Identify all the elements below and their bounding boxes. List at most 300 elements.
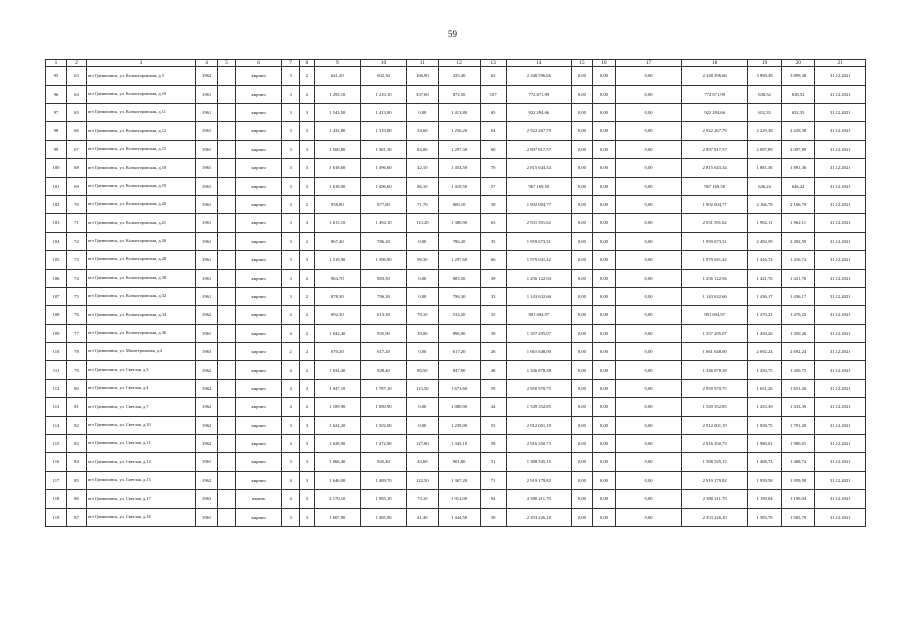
table-cell: 75 [66,287,86,305]
table-row [46,324,866,342]
table-row [46,306,866,324]
table-cell: 0,00 [571,103,592,121]
table-cell: 0,00 [615,361,681,379]
table-cell: 1 346 878,38 [506,361,571,379]
table-row [46,416,866,434]
table-cell: 0,00 [592,379,615,397]
table-cell: 41,40 [407,508,438,526]
table-cell: 59 [480,379,506,397]
table-cell: 73 [66,251,86,269]
table-row [46,177,866,195]
table-cell: кирпич [236,232,282,250]
table-cell: 2 353 226,10 [506,508,571,526]
table-row [46,361,866,379]
table-cell: 0,00 [571,232,592,250]
table-cell: 99 [46,140,67,158]
table-cell: 0,00 [615,214,681,232]
table-row [46,140,866,158]
table-cell: 2 931 591,62 [682,214,748,232]
table-cell: 1 959,58 [748,471,782,489]
table-cell: 1 651,26 [781,379,815,397]
table-cell: 0,00 [615,306,681,324]
table-cell: 97 [46,103,67,121]
table-cell: 2 912 001,19 [506,416,571,434]
table-cell: 3 [300,453,315,471]
table-cell: 2 [300,67,315,85]
column-number-cell: 16 [592,60,615,67]
table-row [46,67,866,85]
table-cell: 1 416,74 [781,251,815,269]
table-cell: 106 [46,269,67,287]
table-cell: 1 293,10 [314,85,360,103]
column-number-cell: 18 [682,60,748,67]
table-cell: кирпич [236,379,282,397]
table-row [46,159,866,177]
table-cell: 2 919 179,82 [506,471,571,489]
table-cell: 1961 [196,85,218,103]
table-cell [218,195,236,213]
table-cell [218,103,236,121]
table-cell: 652,35 [781,103,815,121]
table-cell: 1962 [196,398,218,416]
table-cell: 95 [46,67,67,85]
table-cell: 4 [282,471,300,489]
table-cell: кирпич [236,343,282,361]
table-cell: 1 436,17 [748,287,782,305]
table-cell: 3 [300,177,315,195]
table-cell: 3 [300,508,315,526]
table-cell: 1 297,60 [438,251,480,269]
table-cell: 31.12.2021 [815,177,866,195]
table-cell [218,67,236,85]
table-cell: 1 256 122,94 [506,269,571,287]
table-cell: 3 [282,67,300,85]
table-cell [218,508,236,526]
table-cell: 31.12.2021 [815,195,866,213]
table-cell: 0,00 [615,379,681,397]
table-row [46,471,866,489]
table-cell: 1 367,20 [438,471,480,489]
table-cell: 1 583,70 [748,508,782,526]
table-cell: 0,00 [615,269,681,287]
table-cell: 0,00 [571,122,592,140]
table-cell: 0,00 [407,232,438,250]
table-row [46,398,866,416]
table-cell: 0,00 [571,379,592,397]
table-cell: 84 [66,453,86,471]
table-cell: 1 979 041,42 [682,251,748,269]
address-cell: пгт Гремячинск, ул. Колмогоровская, д.34 [86,306,195,324]
table-cell: 3 [282,453,300,471]
table-cell: 2 [300,343,315,361]
table-cell: 0,00 [592,269,615,287]
table-cell: 102 [46,195,67,213]
column-number-cell: 2 [66,60,86,67]
column-number-cell: 14 [506,60,571,67]
table-cell: 31.12.2021 [815,379,866,397]
table-cell: 3 [282,232,300,250]
table-cell: 0,00 [571,306,592,324]
table-cell: 110 [46,343,67,361]
table-cell: 796,30 [438,287,480,305]
table-cell: 1 980,01 [748,435,782,453]
table-cell: 638,52 [781,85,815,103]
table-cell: 1963 [196,490,218,508]
table-cell: 31.12.2021 [815,416,866,434]
table-cell: 0,00 [571,416,592,434]
table-cell: 2 897 817,57 [682,140,748,158]
table-cell: 2 919 179,82 [682,471,748,489]
table-cell: 0,00 [592,471,615,489]
table-cell: 1 613,10 [314,214,360,232]
table-cell: 70 [66,195,86,213]
table-cell: 3 [300,379,315,397]
table-cell [218,343,236,361]
column-number-cell: 15 [571,60,592,67]
table-cell: 0,00 [615,508,681,526]
table-cell: 3 [300,214,315,232]
table-cell: 48 [480,361,506,379]
table-cell: 1962 [196,416,218,434]
table-cell: 2 [300,398,315,416]
table-cell: 1 938,75 [748,416,782,434]
table-cell: 107 [480,85,506,103]
column-number-cell: 19 [748,60,782,67]
table-cell: 1 450,26 [781,324,815,342]
table-cell: 39 [480,269,506,287]
table-cell: 867,40 [314,232,360,250]
table-cell: кирпич [236,435,282,453]
table-cell: 80 [66,379,86,397]
address-cell: пгт Гремячинск, ул. Колмогоровская, д.32 [86,287,195,305]
table-cell: 0,00 [592,177,615,195]
table-cell [218,416,236,434]
table-cell: 68 [66,159,86,177]
table-cell: 63 [480,67,506,85]
table-cell: 81 [66,398,86,416]
table-row [46,379,866,397]
table-cell: 337,60 [407,85,438,103]
table-cell: 2 [300,287,315,305]
table-cell: 1961 [196,269,218,287]
table-row [46,214,866,232]
table-cell: 3 [300,471,315,489]
table-cell: 94 [480,490,506,508]
table-cell: 43,60 [407,453,438,471]
table-cell: 0,00 [592,195,615,213]
table-cell: 1 661 648,00 [506,343,571,361]
table-cell: кирпич [236,140,282,158]
table-cell: 2 097,89 [781,140,815,158]
table-cell: 0,00 [407,269,438,287]
address-cell: пгт Гремячинск, ул. Светлая, д.13 [86,471,195,489]
table-row [46,232,866,250]
column-number-cell: 17 [615,60,681,67]
table-cell: 63 [66,67,86,85]
table-cell: 2 815 643,34 [682,159,748,177]
table-cell: 113 [46,398,67,416]
table-cell: 2 916 350,73 [506,435,571,453]
table-cell: 33 [480,287,506,305]
table-cell: 0,00 [407,287,438,305]
table-cell: кирпич [236,269,282,287]
table-cell: 1 496,60 [360,159,406,177]
table-cell: кирпич [236,85,282,103]
table-cell: 435,40 [438,67,480,85]
table-cell: 57 [480,177,506,195]
table-cell: 31.12.2021 [815,251,866,269]
table-cell: 1 080,90 [360,398,406,416]
table-cell: 2 380 211,70 [506,490,571,508]
table-cell: 2 348 596,66 [682,67,748,85]
table-cell: 1 500,80 [314,140,360,158]
table-cell: 0,00 [571,361,592,379]
table-cell: 1 646,00 [314,471,360,489]
table-cell: 958,80 [314,195,360,213]
column-number-row [46,60,866,67]
address-cell: пгт Гремячинск, ул. Светлая, д.18 [86,508,195,526]
table-cell: 1 410,50 [438,177,480,195]
table-cell: 35 [480,306,506,324]
table-cell: 786,20 [360,232,406,250]
table-cell: 104 [46,232,67,250]
table-cell [218,214,236,232]
table-cell: 0,00 [407,343,438,361]
table-cell: 113,50 [407,379,438,397]
table-cell: 31.12.2021 [815,361,866,379]
table-cell: 692,50 [314,306,360,324]
table-cell: 71,70 [407,195,438,213]
table-cell: 1 256,20 [438,122,480,140]
table-cell: кирпич [236,122,282,140]
table-cell: 2 950 970,75 [682,379,748,397]
table-cell: кирпич [236,287,282,305]
table-cell: 1 881,36 [781,159,815,177]
table-cell: 4 [282,324,300,342]
table-cell: 96 [46,85,67,103]
table-cell: 3 [282,287,300,305]
table-cell: 3 [300,140,315,158]
address-cell: пгт Гремячинск, ул. Светлая, д.3 [86,361,195,379]
column-number-cell: 1 [46,60,67,67]
address-cell: пгт Гремячинск, ул. Колмогоровская, д.18 [86,159,195,177]
table-cell: 0,00 [571,67,592,85]
table-cell: 1961 [196,177,218,195]
table-cell: 3 [282,103,300,121]
table-cell: 116 [46,453,67,471]
table-cell [218,324,236,342]
table-cell: 3 [300,490,315,508]
table-cell: 3 [300,416,315,434]
table-cell: 638,52 [748,85,782,103]
table-cell: 115 [46,435,67,453]
table-cell: 1 388 545,15 [506,453,571,471]
table-cell: 107 [46,287,67,305]
table-cell: 113,20 [407,214,438,232]
table-cell: 1 472,90 [360,435,406,453]
table-cell: 1 519,90 [314,251,360,269]
table-cell: 1 416,74 [748,251,782,269]
table-cell: 1 902 004,77 [506,195,571,213]
table-cell [218,159,236,177]
table-cell: 31.12.2021 [815,232,866,250]
table-cell: 0,00 [592,214,615,232]
address-cell: пгт Гремячинск, ул. Колмогоровская, д.20 [86,195,195,213]
table-cell: 1 618,60 [314,159,360,177]
table-cell: 2 922 267,79 [682,122,748,140]
table-row [46,508,866,526]
table-cell: 1962 [196,435,218,453]
table-cell [218,251,236,269]
table-row [46,103,866,121]
table-cell: 0,00 [571,471,592,489]
address-cell: пгт Гремячинск, ул. Колмогоровская, д.11 [86,103,195,121]
table-cell: 2 931 591,62 [506,214,571,232]
table-cell [218,471,236,489]
table-cell: панель [236,490,282,508]
table-cell: 1 450,75 [781,361,815,379]
table-cell: 1961 [196,324,218,342]
table-cell: 1 543,50 [314,103,360,121]
table-cell: 967 169,50 [682,177,748,195]
table-cell: кирпич [236,324,282,342]
table-cell: 1 396,90 [360,251,406,269]
table-cell: 1 962,11 [748,214,782,232]
table-cell: 0,00 [615,471,681,489]
table-cell: 117 [46,471,67,489]
table-cell: 2 380 211,70 [682,490,748,508]
table-cell: 31.12.2021 [815,159,866,177]
address-cell: пгт Гремячинск, ул. Магистральная, д.2 [86,343,195,361]
address-cell: пгт Гремячинск, ул. Колмогоровская, д.28 [86,251,195,269]
table-cell: 670,20 [314,343,360,361]
table-cell: 0,00 [571,453,592,471]
table-cell: 3 [282,159,300,177]
table-cell [218,379,236,397]
table-cell: 1961 [196,159,218,177]
table-cell: 1961 [196,140,218,158]
table-cell: 3 [282,122,300,140]
column-number-cell: 8 [300,60,315,67]
table-cell: 2 [282,306,300,324]
table-cell: 84,00 [407,140,438,158]
table-cell: 1 902 004,77 [682,195,748,213]
table-cell: 1 985,10 [360,490,406,508]
table-cell: 74 [66,269,86,287]
table-cell: 127,80 [407,435,438,453]
table-cell: 0,00 [571,343,592,361]
table-cell: 1 381,30 [360,140,406,158]
table-cell: 3 899,38 [748,67,782,85]
table-cell: 1 034,40 [314,361,360,379]
table-cell: 31.12.2021 [815,453,866,471]
table-cell: кирпич [236,416,282,434]
table-cell: кирпич [236,508,282,526]
table-cell: 2 166,79 [781,195,815,213]
table-cell: 111 [46,361,67,379]
table-body [46,60,866,527]
table-cell: 796,30 [360,287,406,305]
table-cell: 1 388 545,15 [682,453,748,471]
table-cell: 0,00 [592,140,615,158]
table-cell: 2 692,24 [781,343,815,361]
table-cell: 2 912 001,19 [682,416,748,434]
table-cell: 1 066,40 [314,453,360,471]
table-cell: 65 [480,103,506,121]
table-cell: 31.12.2021 [815,435,866,453]
table-cell: 3 [282,416,300,434]
table-cell: 2 492,59 [781,232,815,250]
table-cell: 166,90 [407,67,438,85]
table-cell: 652,35 [748,103,782,121]
table-cell: 0,00 [615,251,681,269]
table-cell: 31.12.2021 [815,103,866,121]
table-cell: 87 [66,508,86,526]
table-cell: 0,00 [615,195,681,213]
table-cell [218,306,236,324]
table-cell: 0,00 [615,324,681,342]
table-cell: 122,50 [407,471,438,489]
column-number-cell: 13 [480,60,506,67]
table-cell: 617,20 [360,343,406,361]
table-cell: 1 502,00 [360,416,406,434]
table-cell: 1962 [196,379,218,397]
table-cell: 1961 [196,453,218,471]
table-cell: 71 [480,471,506,489]
table-cell: 26 [480,343,506,361]
table-cell: 1 239,00 [438,416,480,434]
table-cell: 0,00 [592,453,615,471]
table-cell: 1 310,80 [360,122,406,140]
table-cell: 3 [282,177,300,195]
table-cell: 1 979 041,42 [506,251,571,269]
table-cell: 0,00 [592,287,615,305]
table-cell: 0,00 [592,85,615,103]
table-cell: 2 229,38 [781,122,815,140]
table-cell: 109 [46,324,67,342]
table-cell: 1 485,90 [360,508,406,526]
table-cell: 83 [66,435,86,453]
table-cell: 118 [46,490,67,508]
column-number-cell: 11 [407,60,438,67]
column-number-cell: 7 [282,60,300,67]
table-cell: 922 294,66 [506,103,571,121]
table-cell: 63 [480,214,506,232]
table-cell: 1 450,26 [748,324,782,342]
table-cell: 0,00 [615,140,681,158]
table-cell: 73,10 [407,490,438,508]
address-cell: пгт Гремячинск, ул. Светлая, д.7 [86,398,195,416]
table-cell: 1 881,36 [748,159,782,177]
table-cell: 0,00 [592,251,615,269]
table-cell: 78 [66,343,86,361]
table-cell: 1961 [196,214,218,232]
table-cell: 1 962,11 [781,214,815,232]
address-cell: пгт Гремячинск, ул. Колмогоровская, д.19 [86,177,195,195]
table-cell: 0,00 [615,287,681,305]
table-cell: 69 [66,177,86,195]
table-cell: 878,30 [314,287,360,305]
column-number-cell: 12 [438,60,480,67]
address-cell: пгт Гремячинск, ул. Светлая, д.12 [86,453,195,471]
table-cell: 31.12.2021 [815,471,866,489]
table-cell: 0,00 [592,324,615,342]
table-cell: 901 694,97 [682,306,748,324]
table-cell: 1 470,23 [748,306,782,324]
table-cell: 54,60 [407,122,438,140]
table-cell: 1 787,10 [360,379,406,397]
table-cell: 31.12.2021 [815,508,866,526]
